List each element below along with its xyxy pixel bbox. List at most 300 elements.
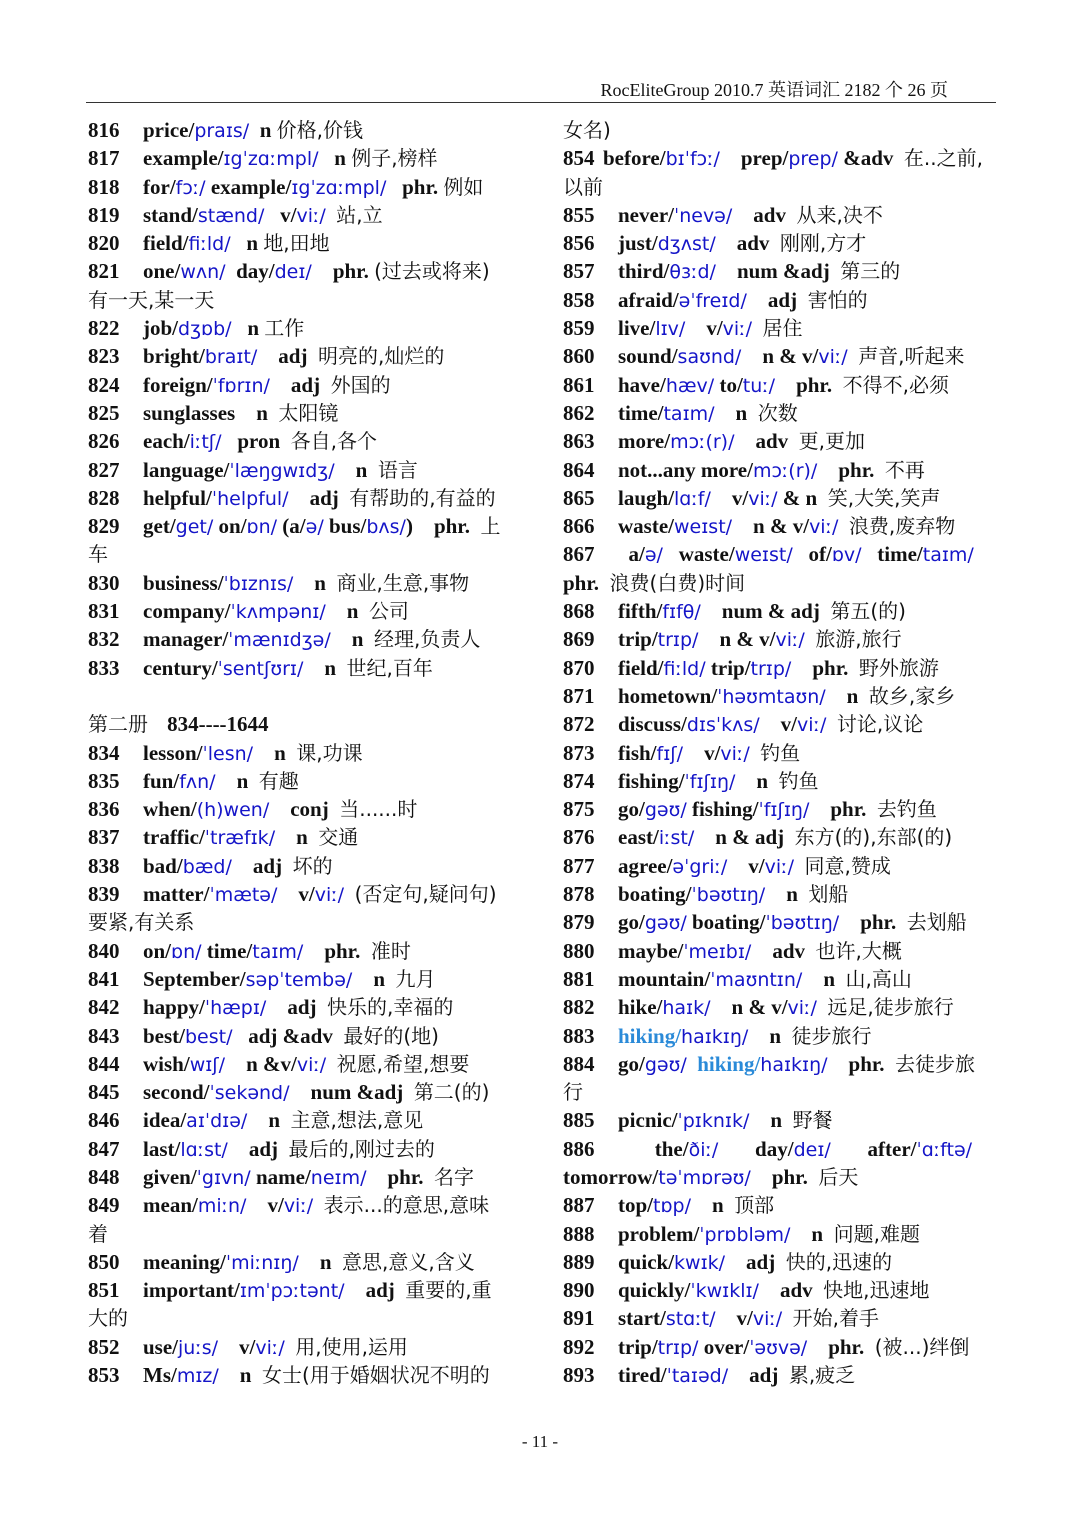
word-text: n <box>247 1108 291 1133</box>
phonetic: ˈbɪznɪs/ <box>223 572 294 595</box>
definition: 次数 <box>757 400 798 425</box>
word-text: & n <box>777 485 828 510</box>
phonetic: viː/ <box>797 714 827 737</box>
phonetic: ɒn/ <box>171 940 202 963</box>
word-text: n <box>748 1023 792 1048</box>
definition: 课,功课 <box>296 740 363 765</box>
definition: 各自,各个 <box>290 429 377 454</box>
entry-number: 827 <box>88 457 120 482</box>
entry-number: 877 <box>563 853 595 878</box>
definition: 世纪,百年 <box>346 655 433 680</box>
definition: 山,高山 <box>845 966 912 991</box>
word-text: quickly/ <box>618 1278 691 1303</box>
vocab-entry <box>563 1022 1000 1050</box>
word-text: n & v/ <box>741 344 819 369</box>
word-text: just/ <box>618 231 658 256</box>
word-text: matter/ <box>143 882 210 907</box>
word-text: adv <box>751 938 816 963</box>
word-text: have/ <box>618 372 666 397</box>
vocab-entry <box>88 880 520 908</box>
vocab-entry <box>88 965 520 993</box>
word-text: job/ <box>143 316 179 341</box>
definition: 害怕的 <box>807 287 868 312</box>
vocab-entry <box>88 1191 520 1219</box>
phonetic: juːs/ <box>178 1336 219 1359</box>
definition: 表示...的意思,意味 <box>323 1193 490 1218</box>
vocab-entry <box>88 1022 520 1050</box>
word-text: phr. <box>791 655 859 680</box>
vocab-entry <box>563 1106 1000 1134</box>
definition: 准时 <box>370 938 411 963</box>
definition: 去钓鱼 <box>876 797 937 822</box>
entry-continuation <box>88 710 520 738</box>
vocab-entry <box>563 286 1000 314</box>
entry-number: 864 <box>563 457 595 482</box>
definition: 去徒步旅 <box>895 1051 976 1076</box>
word-text: picnic/ <box>618 1108 678 1133</box>
definition: 钓鱼 <box>778 768 819 793</box>
word-text <box>344 882 355 906</box>
entry-number: 867 <box>563 542 595 567</box>
entry-number: 863 <box>563 429 595 454</box>
vocab-entry <box>563 512 1000 540</box>
phonetic: iːst/ <box>658 827 695 850</box>
word-text: n <box>802 966 846 991</box>
word-text: n <box>765 882 809 907</box>
entry-number: 875 <box>563 797 595 822</box>
word-text <box>817 995 828 1019</box>
phonetic: ˈbəʊtɪŋ/ <box>765 912 840 935</box>
phonetic: ˈmætə/ <box>209 884 278 907</box>
word-text: after/ <box>830 1136 917 1161</box>
word-text: n <box>352 966 396 991</box>
definition: 野餐 <box>792 1108 833 1133</box>
entry-number: 816 <box>88 118 120 142</box>
word-text: to/ <box>714 372 743 397</box>
phonetic: ˈpɪknɪk/ <box>677 1110 750 1133</box>
word-text: phr. <box>827 1051 896 1076</box>
word-text: best/ <box>143 1023 185 1048</box>
phonetic: ˈfɒrɪn/ <box>212 374 270 397</box>
phonetic: wɪʃ/ <box>189 1053 226 1076</box>
vocab-entry <box>88 484 520 512</box>
phonetic: ˈtaɪəd/ <box>666 1365 729 1388</box>
word-text: n <box>230 231 264 256</box>
entry-number: 841 <box>88 966 120 991</box>
vocab-entry <box>88 1135 520 1163</box>
phonetic: ə/ <box>305 516 324 539</box>
vocab-entry <box>88 937 520 965</box>
word-text: agree/ <box>618 853 673 878</box>
definition: 东方(的),东部(的) <box>794 825 953 850</box>
phonetic: ˈkʌmpənɪ/ <box>230 601 326 624</box>
entry-number: 839 <box>88 882 120 907</box>
vocab-entry <box>563 342 1000 370</box>
entry-number: 865 <box>563 485 595 510</box>
vocab-entry <box>563 597 1000 625</box>
phonetic: bʌs/ <box>366 516 406 539</box>
definition: 讨论,议论 <box>836 712 924 737</box>
definition: 名字 <box>434 1164 474 1189</box>
definition: 上 <box>480 514 501 539</box>
word-text: fishing/ <box>686 797 759 822</box>
phonetic: ˈsentʃʊrɪ/ <box>217 657 304 680</box>
vocab-entry <box>563 682 1000 710</box>
word-text: hometown/ <box>618 683 718 708</box>
vocab-entry <box>88 569 520 597</box>
entry-number: 850 <box>88 1249 120 1274</box>
definition: 女名) <box>563 118 611 142</box>
entry-continuation <box>563 1163 1000 1191</box>
word-text: September/ <box>143 966 246 991</box>
definition: 在..之前, <box>903 146 983 171</box>
word-text: adv <box>732 202 797 227</box>
word-text: n & v/ <box>698 627 776 652</box>
word-text: n & adj <box>694 825 795 850</box>
word-text <box>326 1052 337 1076</box>
entry-number: 853 <box>88 1363 120 1388</box>
word-text: adj <box>227 1136 289 1161</box>
definition: 要紧,有关系 <box>88 910 195 935</box>
vocab-entry <box>563 739 1000 767</box>
definition: 第二册 <box>88 712 168 737</box>
word-text: live/ <box>618 316 656 341</box>
word-text: n <box>691 1193 735 1218</box>
word-text <box>794 854 805 878</box>
word-text: n <box>825 683 869 708</box>
definition: 开始,着手 <box>792 1306 880 1331</box>
entry-number: 872 <box>563 712 595 737</box>
entry-number: 874 <box>563 768 595 793</box>
entry-number: 892 <box>563 1334 595 1359</box>
phonetic: fiːld/ <box>188 233 231 256</box>
vocab-entry <box>88 852 520 880</box>
phonetic: lɑːst/ <box>180 1138 228 1161</box>
definition: 野外旅游 <box>858 655 939 680</box>
entry-number: 880 <box>563 938 595 963</box>
word-text: go/ <box>618 910 645 935</box>
word-text: n &v/ <box>225 1051 297 1076</box>
phonetic: trɪp/ <box>657 1336 699 1359</box>
definition: 问题,难题 <box>833 1221 920 1246</box>
vocab-entry <box>563 710 1000 738</box>
entry-number: 829 <box>88 514 120 539</box>
word-text: price/ <box>143 118 195 142</box>
definition: 第三的 <box>840 259 901 284</box>
entry-number: 857 <box>563 259 595 284</box>
entry-number: 862 <box>563 400 595 425</box>
definition: 重要的,重 <box>405 1278 492 1303</box>
vocab-entry <box>88 1163 520 1191</box>
word-text <box>326 203 337 227</box>
definition: 快乐的,幸福的 <box>327 995 454 1020</box>
definition: (过去或将来) <box>374 259 490 284</box>
vocab-entry <box>88 739 520 767</box>
highlighted-word: hiking/ <box>697 1051 761 1076</box>
vocab-entry <box>563 1050 1000 1078</box>
word-text: foreign/ <box>143 372 213 397</box>
phonetic: ɒv/ <box>831 544 862 567</box>
word-text: last/ <box>143 1136 181 1161</box>
vocab-entry <box>563 201 1000 229</box>
word-text: prep/ <box>719 146 789 171</box>
vocab-entry <box>563 456 1000 484</box>
phonetic: dʒʌst/ <box>657 233 716 256</box>
phonetic: tuː/ <box>742 374 776 397</box>
vocab-entry <box>563 965 1000 993</box>
word-text: start/ <box>618 1306 666 1331</box>
word-text: phr. <box>839 910 907 935</box>
word-text: v/ <box>683 740 721 765</box>
entry-number: 890 <box>563 1278 595 1303</box>
vocab-entry <box>563 1333 1000 1361</box>
word-text <box>782 1306 793 1330</box>
definition: 交通 <box>318 825 359 850</box>
definition: 划船 <box>808 882 849 907</box>
definition: 语言 <box>377 457 418 482</box>
definition: 第二(的) <box>413 1080 490 1105</box>
highlighted-word: hiking/ <box>618 1023 682 1048</box>
word-text: fish/ <box>618 740 657 765</box>
definition: 车 <box>88 542 108 567</box>
phonetic: stænd/ <box>197 204 265 227</box>
vocab-entry <box>563 654 1000 682</box>
phonetic: səpˈtembə/ <box>245 968 353 991</box>
entry-continuation <box>563 1078 1000 1106</box>
word-text: n <box>318 146 352 171</box>
phonetic: ˈprɒbləm/ <box>699 1223 791 1246</box>
word-text: n <box>253 740 297 765</box>
phonetic: təˈmɒrəʊ/ <box>658 1166 751 1189</box>
phonetic: wʌn/ <box>180 261 226 284</box>
word-text: never/ <box>618 202 674 227</box>
word-text: phr. <box>809 797 877 822</box>
vocab-entry <box>563 1304 1000 1332</box>
word-text: waste/ <box>662 542 735 567</box>
phonetic: taɪm/ <box>922 544 974 567</box>
word-text: third/ <box>618 259 670 284</box>
phonetic: ˈhəʊmtaʊn/ <box>717 685 826 708</box>
entry-number: 826 <box>88 429 120 454</box>
phonetic: ˈfɪʃɪŋ/ <box>758 799 810 822</box>
vocab-entry <box>88 654 520 682</box>
word-text: phr. <box>775 372 843 397</box>
entry-continuation <box>88 908 520 936</box>
word-text: phr. <box>750 1164 819 1189</box>
definition: 钓鱼 <box>760 740 801 765</box>
entry-number: 828 <box>88 485 120 510</box>
word-text <box>750 741 761 765</box>
phonetic: gəʊ/ <box>644 1053 687 1076</box>
vocab-entry <box>88 823 520 851</box>
phonetic: ɒn/ <box>246 516 278 539</box>
vocab-entry <box>88 229 520 257</box>
word-text: n & v/ <box>710 995 788 1020</box>
word-text: manager/ <box>143 627 229 652</box>
definition: 商业,生意,事物 <box>336 570 470 595</box>
word-text: n <box>303 655 347 680</box>
word-text: phr. <box>817 457 885 482</box>
entry-number: 836 <box>88 797 120 822</box>
vocab-entry <box>88 1106 520 1134</box>
word-text: tomorrow/ <box>563 1164 659 1189</box>
word-text <box>752 316 763 340</box>
vocab-entry <box>88 144 520 172</box>
phonetic: viː/ <box>809 516 839 539</box>
phonetic: lɑːf/ <box>674 487 711 510</box>
word-text: time/ <box>861 542 923 567</box>
phonetic: ˈnevə/ <box>673 204 733 227</box>
definition: 最好的(地) <box>343 1023 439 1048</box>
entry-number: 856 <box>563 231 595 256</box>
entry-number: 884 <box>563 1051 595 1076</box>
word-text: fun/ <box>143 768 180 793</box>
vocab-entry <box>563 993 1000 1021</box>
entry-number: 887 <box>563 1193 595 1218</box>
word-text: use/ <box>143 1334 179 1359</box>
word-text <box>848 344 859 368</box>
word-text: of/ <box>792 542 832 567</box>
word-text: n <box>298 1249 342 1274</box>
word-text: top/ <box>618 1193 654 1218</box>
phonetic: viː/ <box>314 884 345 907</box>
vocab-entry <box>88 597 520 625</box>
entry-number: 883 <box>563 1023 595 1048</box>
word-text: problem/ <box>618 1221 700 1246</box>
definition: 祝愿,希望,想要 <box>336 1051 470 1076</box>
entry-number: 854 <box>563 146 595 171</box>
word-text: num & adj <box>700 599 831 624</box>
word-text: one/ <box>143 259 181 284</box>
phonetic: ˈgɪvn/ <box>196 1166 251 1189</box>
entry-number: 844 <box>88 1051 120 1076</box>
word-text: example/ <box>205 174 292 199</box>
word-text: idea/ <box>143 1108 187 1133</box>
word-text: field/ <box>143 231 189 256</box>
word-text: boating/ <box>618 882 692 907</box>
phonetic: haɪkɪŋ/ <box>760 1053 828 1076</box>
vocab-entry <box>88 257 520 285</box>
word-text: bright/ <box>143 344 205 369</box>
phonetic: ˈmeɪbɪ/ <box>683 940 752 963</box>
definition: 不再 <box>884 457 925 482</box>
word-text: bus/ <box>323 514 367 539</box>
entry-number: 881 <box>563 966 595 991</box>
vocab-entry <box>563 908 1000 936</box>
vocab-entry <box>563 484 1000 512</box>
definition: 徒步旅行 <box>791 1023 872 1048</box>
phonetic: ˈhæpɪ/ <box>204 997 267 1020</box>
phonetic: haɪk/ <box>662 997 711 1020</box>
definition: 价格,价钱 <box>276 118 363 142</box>
entry-number: 861 <box>563 372 595 397</box>
phonetic: dɪsˈkʌs/ <box>686 714 760 737</box>
entry-number: 823 <box>88 344 120 369</box>
vocab-entry <box>563 880 1000 908</box>
entry-number: 869 <box>563 627 595 652</box>
definition: 着 <box>88 1221 108 1246</box>
word-text: time/ <box>618 400 664 425</box>
word-text: get/ <box>143 514 176 539</box>
vocab-entry <box>88 173 520 201</box>
definition: 行 <box>563 1080 583 1105</box>
phonetic: praɪs/ <box>194 120 250 142</box>
word-text: adj <box>746 287 808 312</box>
entry-number: 878 <box>563 882 595 907</box>
entry-number: 838 <box>88 853 120 878</box>
entry-number: 834 <box>88 740 120 765</box>
entry-number: 831 <box>88 599 120 624</box>
word-text: n <box>330 627 374 652</box>
phonetic: ˈmænɪdʒə/ <box>228 629 331 652</box>
definition: 地,田地 <box>263 231 330 256</box>
phonetic: neɪm/ <box>310 1166 367 1189</box>
word-text: bad/ <box>143 853 183 878</box>
entry-number: 840 <box>88 938 120 963</box>
word-text: century/ <box>143 655 218 680</box>
definition: 累,疲乏 <box>788 1363 856 1388</box>
entry-number: 847 <box>88 1136 120 1161</box>
entry-continuation <box>563 569 1000 597</box>
definition: 公司 <box>368 599 409 624</box>
word-text: not...any more/ <box>618 457 753 482</box>
word-text: over/ <box>698 1334 750 1359</box>
phonetic: ˈmaʊntɪn/ <box>710 968 803 991</box>
definition: 更,更加 <box>798 429 866 454</box>
vocab-entry <box>563 1191 1000 1219</box>
vocab-entry <box>563 371 1000 399</box>
phonetic: lɪv/ <box>655 318 686 341</box>
phonetic: viː/ <box>296 1053 327 1076</box>
phonetic: mɔː(r)/ <box>752 459 818 482</box>
entry-number: 832 <box>88 627 120 652</box>
entry-continuation <box>88 1220 520 1248</box>
vocab-entry <box>88 342 520 370</box>
word-text: n <box>293 570 337 595</box>
word-text: when/ <box>143 797 197 822</box>
definition: 主意,想法,意见 <box>290 1108 424 1133</box>
word-text: n <box>218 1363 262 1388</box>
entry-number: 866 <box>563 514 595 539</box>
phonetic: viː/ <box>764 855 794 878</box>
word-text: v/ <box>715 1306 753 1331</box>
definition: 第五(的) <box>830 599 906 624</box>
phonetic: ɪgˈzɑːmpl/ <box>223 148 319 171</box>
vocab-entry <box>563 257 1000 285</box>
vocab-entry <box>563 823 1000 851</box>
entry-number: 891 <box>563 1306 595 1331</box>
vocab-entry <box>563 399 1000 427</box>
word-text: hike/ <box>618 995 663 1020</box>
phonetic: (h)wen/ <box>196 799 270 822</box>
definition: 浪费,废弃物 <box>848 514 956 539</box>
entry-number: 819 <box>88 202 120 227</box>
vocab-entry <box>563 1135 1000 1163</box>
definition: 太阳镜 <box>278 400 339 425</box>
word-text: v/ <box>218 1334 256 1359</box>
vocab-entry <box>563 314 1000 342</box>
word-text: adv <box>715 231 780 256</box>
definition: 女士(用于婚姻状况不明的 <box>261 1363 490 1388</box>
entry-continuation <box>88 540 520 568</box>
phonetic: ɪgˈzɑːmpl/ <box>291 176 387 199</box>
definition: 浪费(白费)时间 <box>609 570 746 595</box>
definition: 同意,赞成 <box>804 853 891 878</box>
definition: 后天 <box>818 1164 859 1189</box>
phonetic: əˈfreɪd/ <box>678 289 747 312</box>
definition: 顶部 <box>734 1193 775 1218</box>
phonetic: braɪt/ <box>204 346 258 369</box>
